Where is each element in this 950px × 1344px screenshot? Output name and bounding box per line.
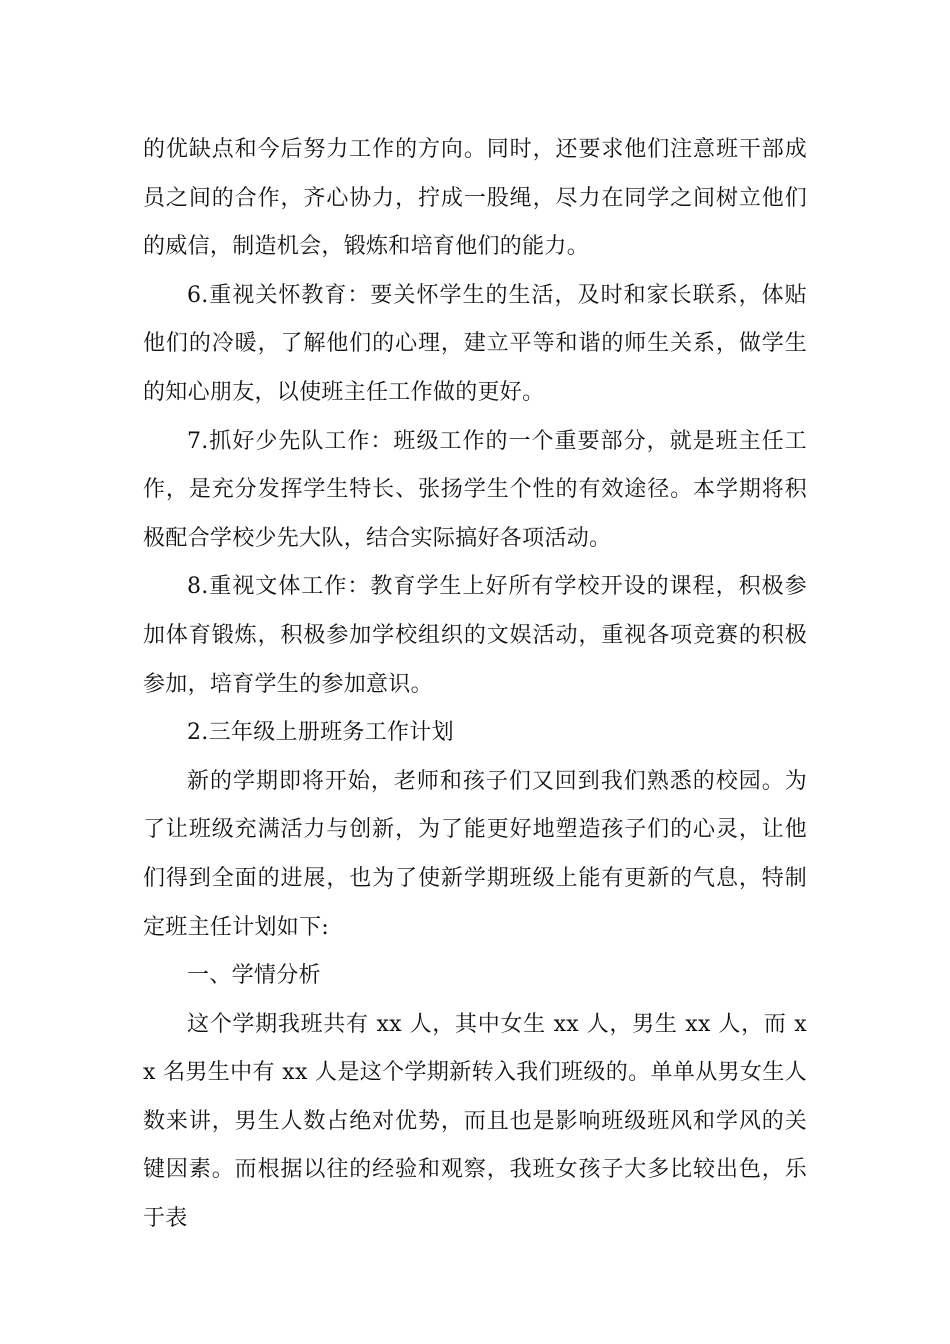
paragraph-item-6: 6.重视关怀教育：要关怀学生的生活，及时和家长联系，体贴他们的冷暖，了解他们的心理，建立平等和谐的师生关系，做学生的知心朋友，以使班主任工作做的更好。 xyxy=(143,282,807,405)
paragraph-continuation: 的优缺点和今后努力工作的方向。同时，还要求他们注意班干部成员之间的合作，齐心协力，拧成一股绳，尽力在同学之间树立他们的威信，制造机会，锻炼和培育他们的能力。 xyxy=(143,137,807,260)
section-heading-plan-2: 2.三年级上册班务工作计划 xyxy=(187,720,454,746)
paragraph-item-8: 8.重视文体工作：教育学生上好所有学校开设的课程，积极参加体育锻炼，积极参加学校组织的文娱活动，重视各项竞赛的积极参加，培育学生的参加意识。 xyxy=(143,574,807,697)
paragraph-intro: 新的学期即将开始，老师和孩子们又回到我们熟悉的校园。为了让班级充满活力与创新，为了能更好地塑造孩子们的心灵，让他们得到全面的进展，也为了使新学期班级上能有更新的气息，特制定班主任计划如下: xyxy=(143,768,807,940)
section-heading-analysis: 一、学情分析 xyxy=(187,963,321,989)
paragraph-item-7: 7.抓好少先队工作：班级工作的一个重要部分，就是班主任工作，是充分发挥学生特长、张扬学生个性的有效途径。本学期将积极配合学校少先大队，结合实际搞好各项活动。 xyxy=(143,428,807,551)
paragraph-analysis: 这个学期我班共有 xx 人，其中女生 xx 人，男生 xx 人，而 xx 名男生中有 xx 人是这个学期新转入我们班级的。单单从男女生人数来讲，男生人数占绝对优势，而且也是影响班级班风和学风的关键因素。而根据以往的经验和观察，我班女孩子大多比较出色，乐于表 xyxy=(143,1011,807,1232)
